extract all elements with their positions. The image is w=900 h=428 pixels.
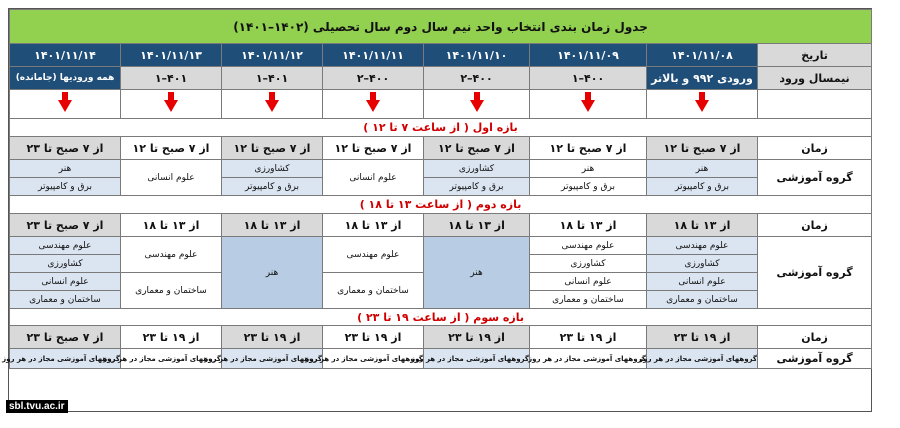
down-arrow-icon bbox=[470, 100, 484, 112]
time-cell: از ۷ صبح تا ۲۳ bbox=[10, 326, 121, 349]
group-cell: گروههای آموزشی مجاز در هر روز bbox=[647, 349, 758, 369]
time-cell: از ۱۳ تا ۱۸ bbox=[647, 214, 758, 237]
period-3-title: بازه سوم ( از ساعت ۱۹ تا ۲۳ ) bbox=[10, 309, 872, 326]
group-cell: علوم انسانی bbox=[647, 273, 758, 291]
group-cell: هنر bbox=[222, 237, 323, 309]
date-cell-4: ۱۴۰۱/۱۱/۱۱ bbox=[323, 44, 424, 67]
group-cell: ساختمان و معماری bbox=[530, 291, 647, 309]
group-cell: هنر bbox=[647, 160, 758, 178]
time-cell: از ۱۹ تا ۲۳ bbox=[121, 326, 222, 349]
date-cell-3: ۱۴۰۱/۱۱/۱۰ bbox=[424, 44, 530, 67]
group-cell: گروههای آموزشی مجاز در هر روز bbox=[323, 349, 424, 369]
down-arrow-icon bbox=[581, 100, 595, 112]
group-cell: کشاورزی bbox=[424, 160, 530, 178]
arrow-cell-empty bbox=[758, 90, 872, 119]
entry-cell-6: ۴۰۱–۱ bbox=[121, 67, 222, 90]
group-cell: برق و کامپیوتر bbox=[10, 178, 121, 196]
time-cell: از ۷ صبح تا ۱۲ bbox=[647, 137, 758, 160]
group-cell: ساختمان و معماری bbox=[10, 291, 121, 309]
date-label: تاریخ bbox=[758, 44, 872, 67]
time-cell: از ۱۹ تا ۲۳ bbox=[530, 326, 647, 349]
group-cell: کشاورزی bbox=[530, 255, 647, 273]
time-cell: از ۱۹ تا ۲۳ bbox=[323, 326, 424, 349]
group-label: گروه آموزشی bbox=[758, 349, 872, 369]
group-cell: هنر bbox=[530, 160, 647, 178]
group-cell: کشاورزی bbox=[647, 255, 758, 273]
time-cell: از ۷ صبح تا ۱۲ bbox=[323, 137, 424, 160]
group-cell: ساختمان و معماری bbox=[323, 273, 424, 309]
time-cell: از ۷ صبح تا ۱۲ bbox=[121, 137, 222, 160]
group-cell: گروههای آموزشی مجاز در هر روز bbox=[10, 349, 121, 369]
time-cell: از ۱۳ تا ۱۸ bbox=[121, 214, 222, 237]
time-cell: از ۷ صبح تا ۲۳ bbox=[10, 214, 121, 237]
arrow-cell bbox=[647, 90, 758, 119]
group-cell: علوم انسانی bbox=[121, 160, 222, 196]
time-label: زمان bbox=[758, 214, 872, 237]
entry-cell-4: ۴۰۰–۲ bbox=[323, 67, 424, 90]
date-cell-7: ۱۴۰۱/۱۱/۱۴ bbox=[10, 44, 121, 67]
group-cell: علوم انسانی bbox=[10, 273, 121, 291]
group-cell: هنر bbox=[424, 237, 530, 309]
group-cell: علوم مهندسی bbox=[121, 237, 222, 273]
group-cell: علوم مهندسی bbox=[10, 237, 121, 255]
group-cell: گروههای آموزشی مجاز در هر روز bbox=[222, 349, 323, 369]
entry-cell-2: ۴۰۰–۱ bbox=[530, 67, 647, 90]
time-cell: از ۱۹ تا ۲۳ bbox=[424, 326, 530, 349]
entry-cell-3: ۴۰۰–۲ bbox=[424, 67, 530, 90]
group-cell: ساختمان و معماری bbox=[647, 291, 758, 309]
group-cell: برق و کامپیوتر bbox=[424, 178, 530, 196]
time-cell: از ۱۹ تا ۲۳ bbox=[647, 326, 758, 349]
date-cell-1: ۱۴۰۱/۱۱/۰۸ bbox=[647, 44, 758, 67]
down-arrow-icon bbox=[366, 100, 380, 112]
date-cell-2: ۱۴۰۱/۱۱/۰۹ bbox=[530, 44, 647, 67]
group-cell: برق و کامپیوتر bbox=[647, 178, 758, 196]
time-label: زمان bbox=[758, 137, 872, 160]
group-cell: برق و کامپیوتر bbox=[530, 178, 647, 196]
time-cell: از ۱۳ تا ۱۸ bbox=[222, 214, 323, 237]
group-cell: ساختمان و معماری bbox=[121, 273, 222, 309]
group-cell: هنر bbox=[10, 160, 121, 178]
group-cell: گروههای آموزشی مجاز در هر روز bbox=[424, 349, 530, 369]
time-cell: از ۷ صبح تا ۱۲ bbox=[424, 137, 530, 160]
arrow-cell bbox=[530, 90, 647, 119]
time-cell: از ۱۳ تا ۱۸ bbox=[530, 214, 647, 237]
group-cell: برق و کامپیوتر bbox=[222, 178, 323, 196]
period-1-title: بازه اول ( از ساعت ۷ تا ۱۲ ) bbox=[10, 119, 872, 137]
time-cell: از ۱۳ تا ۱۸ bbox=[424, 214, 530, 237]
group-cell: کشاورزی bbox=[222, 160, 323, 178]
arrow-cell bbox=[323, 90, 424, 119]
time-cell: از ۷ صبح تا ۲۳ bbox=[10, 137, 121, 160]
group-cell: علوم انسانی bbox=[323, 160, 424, 196]
time-cell: از ۷ صبح تا ۱۲ bbox=[222, 137, 323, 160]
group-label: گروه آموزشی bbox=[758, 237, 872, 309]
time-cell: از ۱۹ تا ۲۳ bbox=[222, 326, 323, 349]
arrow-cell bbox=[424, 90, 530, 119]
down-arrow-icon bbox=[58, 100, 72, 112]
down-arrow-icon bbox=[695, 100, 709, 112]
entry-cell-1: ورودی ۹۹۲ و بالاتر bbox=[647, 67, 758, 90]
group-cell: کشاورزی bbox=[10, 255, 121, 273]
date-cell-5: ۱۴۰۱/۱۱/۱۲ bbox=[222, 44, 323, 67]
entry-cell-5: ۴۰۱–۱ bbox=[222, 67, 323, 90]
page-title: جدول زمان بندی انتخاب واحد نیم سال دوم سال تحصیلی (۱۴۰۲–۱۴۰۱) bbox=[10, 10, 872, 44]
entry-label: نیمسال ورود bbox=[758, 67, 872, 90]
date-cell-6: ۱۴۰۱/۱۱/۱۳ bbox=[121, 44, 222, 67]
group-cell: علوم مهندسی bbox=[323, 237, 424, 273]
period-2-title: بازه دوم ( از ساعت ۱۳ تا ۱۸ ) bbox=[10, 196, 872, 214]
group-label: گروه آموزشی bbox=[758, 160, 872, 196]
arrow-cell bbox=[10, 90, 121, 119]
group-cell: علوم مهندسی bbox=[530, 237, 647, 255]
time-label: زمان bbox=[758, 326, 872, 349]
site-watermark: sbl.tvu.ac.ir bbox=[6, 400, 68, 413]
time-cell: از ۱۳ تا ۱۸ bbox=[323, 214, 424, 237]
group-cell: علوم مهندسی bbox=[647, 237, 758, 255]
group-cell: علوم انسانی bbox=[530, 273, 647, 291]
down-arrow-icon bbox=[164, 100, 178, 112]
group-cell: گروههای آموزشی مجاز در هر روز bbox=[121, 349, 222, 369]
arrow-cell bbox=[121, 90, 222, 119]
schedule-table bbox=[2, 9, 872, 369]
down-arrow-icon bbox=[265, 100, 279, 112]
time-cell: از ۷ صبح تا ۱۲ bbox=[530, 137, 647, 160]
group-cell: گروههای آموزشی مجاز در هر روز bbox=[530, 349, 647, 369]
arrow-cell bbox=[222, 90, 323, 119]
entry-cell-7: همه ورودیها (جامانده) bbox=[10, 67, 121, 90]
